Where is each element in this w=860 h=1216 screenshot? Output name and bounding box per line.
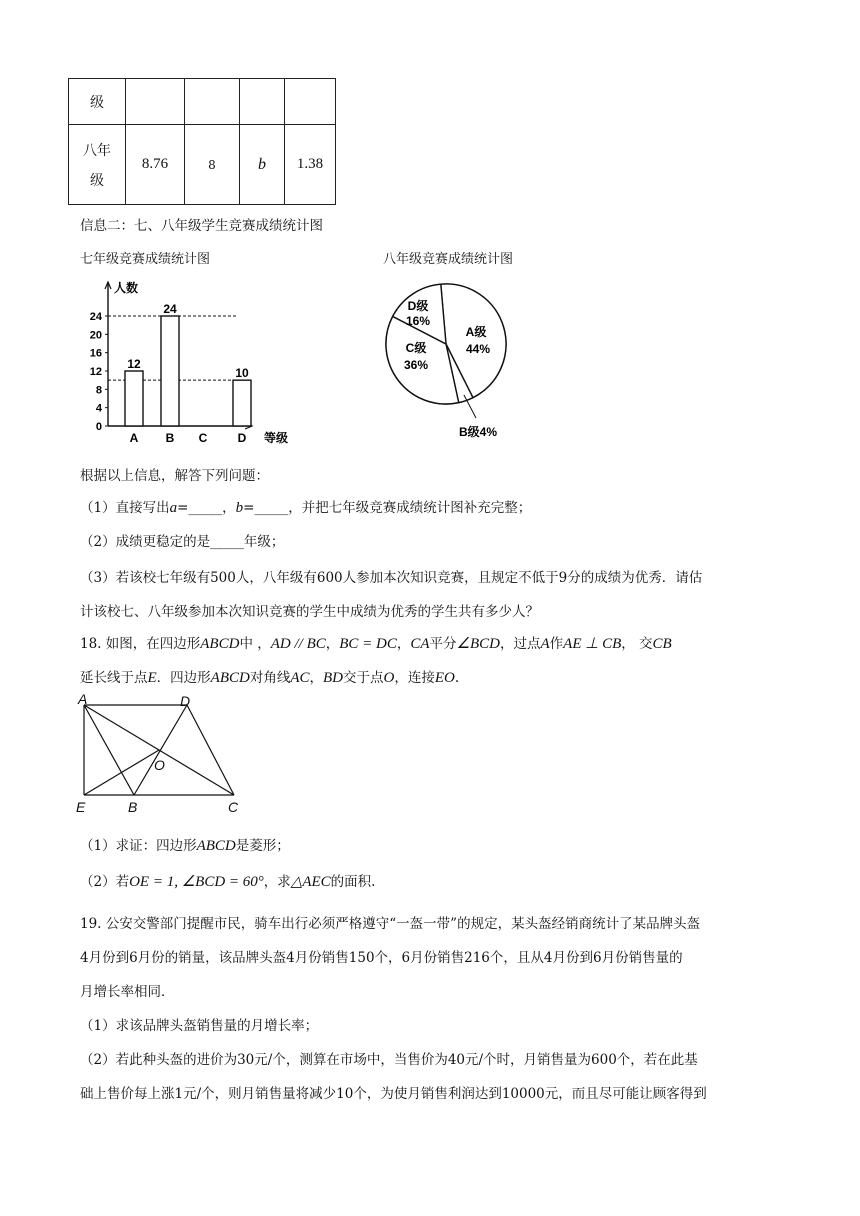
x-tick-label: B <box>165 431 175 445</box>
y-tick-label: 16 <box>89 347 102 360</box>
text: 是菱形； <box>235 838 290 854</box>
math: ABCD <box>196 838 236 854</box>
math: ABCD <box>210 670 250 686</box>
text: ，过点 <box>500 636 541 652</box>
math: O <box>383 670 395 686</box>
quadrilateral-figure <box>72 694 252 820</box>
math: AE ⊥ CB <box>563 636 622 652</box>
segment-AB <box>84 705 134 795</box>
y-tick-label: 12 <box>89 366 102 378</box>
q17-part3-line2: 计该校七、八年级参加本次知识竞赛的学生中成绩为优秀的学生共有多少人？ <box>80 604 539 620</box>
slice-label: A级 <box>465 325 487 339</box>
chart8-title: 八年级竞赛成绩统计图 <box>383 252 514 267</box>
text: 平分 <box>429 636 457 652</box>
point-label-E: E <box>76 799 86 815</box>
info-two: 信息二：七、八年级学生竞赛成绩统计图 <box>80 218 323 234</box>
bar <box>125 371 143 426</box>
q18-line2 <box>80 666 459 687</box>
slice-label: B级4% <box>458 425 498 439</box>
y-tick-label: 20 <box>89 329 102 342</box>
q19-line2: 4月份到6月份的销量，该品牌头盔4月份销售150个，6月份销售216个，且从4月份到6月份销售量的 <box>80 950 683 966</box>
math: AD // BC <box>270 636 326 652</box>
point-label-D: D <box>180 694 191 709</box>
var-a: a <box>169 500 178 516</box>
x-tick-label: C <box>198 431 208 445</box>
text: ， <box>396 636 411 652</box>
table-cell <box>126 79 185 125</box>
row-label-line: 八年 <box>83 142 111 159</box>
q19-line3: 月增长率相同． <box>80 984 175 1000</box>
q18-part2 <box>80 870 375 891</box>
math: CB <box>652 636 672 652</box>
y-tick-label: 0 <box>95 421 102 433</box>
slice-label: D级 <box>407 299 429 313</box>
q17-part1 <box>80 496 531 517</box>
bar-data-label: 10 <box>235 366 249 381</box>
q18-part1 <box>80 834 290 855</box>
q19-line1: 19. 公安交警部门提醒市民，骑车出行必须严格遵守“一盔一带”的规定，某头盔经销商统计了某品牌头盔 <box>80 916 701 932</box>
var-b: b <box>235 500 244 516</box>
y-tick-label: 8 <box>95 384 102 397</box>
pie-chart <box>380 280 540 446</box>
text: 作 <box>549 636 564 652</box>
text: 18. 如图，在四边形 <box>80 636 201 652</box>
text: 的面积. <box>330 874 376 890</box>
text: ．四边形 <box>156 670 211 686</box>
text: ，求 <box>263 874 291 890</box>
table-cell: 级 <box>69 79 126 125</box>
bar-data-label: 24 <box>163 302 177 316</box>
table-row <box>69 79 336 125</box>
math: OE = 1, ∠BCD = 60° <box>129 874 264 890</box>
segment-BD <box>134 705 187 795</box>
bar-data-label: 12 <box>127 357 141 371</box>
table-cell: 8.76 <box>126 125 185 205</box>
q18-line1 <box>80 632 672 653</box>
table-cell <box>185 79 240 125</box>
x-tick-label: D <box>237 431 247 445</box>
math: ABCD <box>200 636 240 652</box>
table-cell <box>69 125 126 205</box>
point-label-A: A <box>78 694 88 707</box>
slice-label: C级 <box>405 341 427 355</box>
q17-intro: 根据以上信息，解答下列问题： <box>80 468 269 484</box>
row-label-line: 级 <box>90 172 104 189</box>
text: ， <box>309 670 324 686</box>
text: ， 交 <box>621 636 653 652</box>
text: 延长线于点 <box>80 670 148 686</box>
text: （1）求证：四边形 <box>80 838 197 854</box>
text: =_____，并把七年级竞赛成绩统计图补充完整； <box>243 500 532 516</box>
table-cell: 1.38 <box>285 125 336 205</box>
y-tick-label: 24 <box>89 311 102 323</box>
q17-part3-line1: （3）若该校七年级有500人，八年级有600人参加本次知识竞赛，且规定不低于9分的成绩为优秀．请估 <box>80 570 703 586</box>
math: E <box>147 670 157 686</box>
math: CA <box>410 636 430 652</box>
math: BC = DC <box>339 636 397 652</box>
text: . <box>454 670 460 686</box>
point-label-O: O <box>154 757 165 773</box>
q19-part2-line1: （2）若此种头盔的进价为30元/个，测算在市场中，当售价为40元/个时，月销售量为600个，若在此基 <box>80 1052 698 1068</box>
table-cell: 8 <box>185 125 240 205</box>
text: ， <box>325 636 340 652</box>
text: =_____， <box>177 500 236 516</box>
table-row <box>69 125 336 205</box>
math: BD <box>323 670 344 686</box>
bar-chart <box>70 274 320 450</box>
table-cell <box>285 79 336 125</box>
slice-percent: 44% <box>465 342 491 356</box>
table-cell <box>240 79 285 125</box>
math: △AEC <box>290 874 331 890</box>
y-tick-label: 4 <box>95 402 102 415</box>
score-table <box>68 78 336 205</box>
x-axis-label: 等级 <box>264 431 289 445</box>
math: AC <box>290 670 310 686</box>
chart7-title: 七年级竞赛成绩统计图 <box>80 252 211 267</box>
text: （1）直接写出 <box>80 500 170 516</box>
x-tick-label: A <box>129 431 139 445</box>
q19-part2-line2: 础上售价每上涨1元/个，则月销售量将减少10个，为使月销售利润达到10000元，而且尽可能让顾客得到 <box>80 1086 707 1102</box>
y-axis-label: 人数 <box>114 281 139 295</box>
text: ，连接 <box>394 670 435 686</box>
bar <box>233 380 251 426</box>
table-cell: b <box>240 125 285 205</box>
slice-percent: 16% <box>405 314 431 328</box>
slice-percent: 36% <box>403 358 429 372</box>
text: 对角线 <box>249 670 291 686</box>
math: A <box>540 636 550 652</box>
q19-part1: （1）求该品牌头盔销售量的月增长率； <box>80 1018 319 1034</box>
text: （2）若 <box>80 874 130 890</box>
bar <box>161 316 179 426</box>
text: 交于点 <box>343 670 384 686</box>
math: ∠BCD <box>456 636 500 652</box>
point-label-B: B <box>128 799 138 815</box>
math: EO <box>434 670 455 686</box>
q17-part2: （2）成绩更稳定的是_____年级； <box>80 534 285 550</box>
text: 中 ， <box>239 636 271 652</box>
point-label-C: C <box>228 799 239 815</box>
